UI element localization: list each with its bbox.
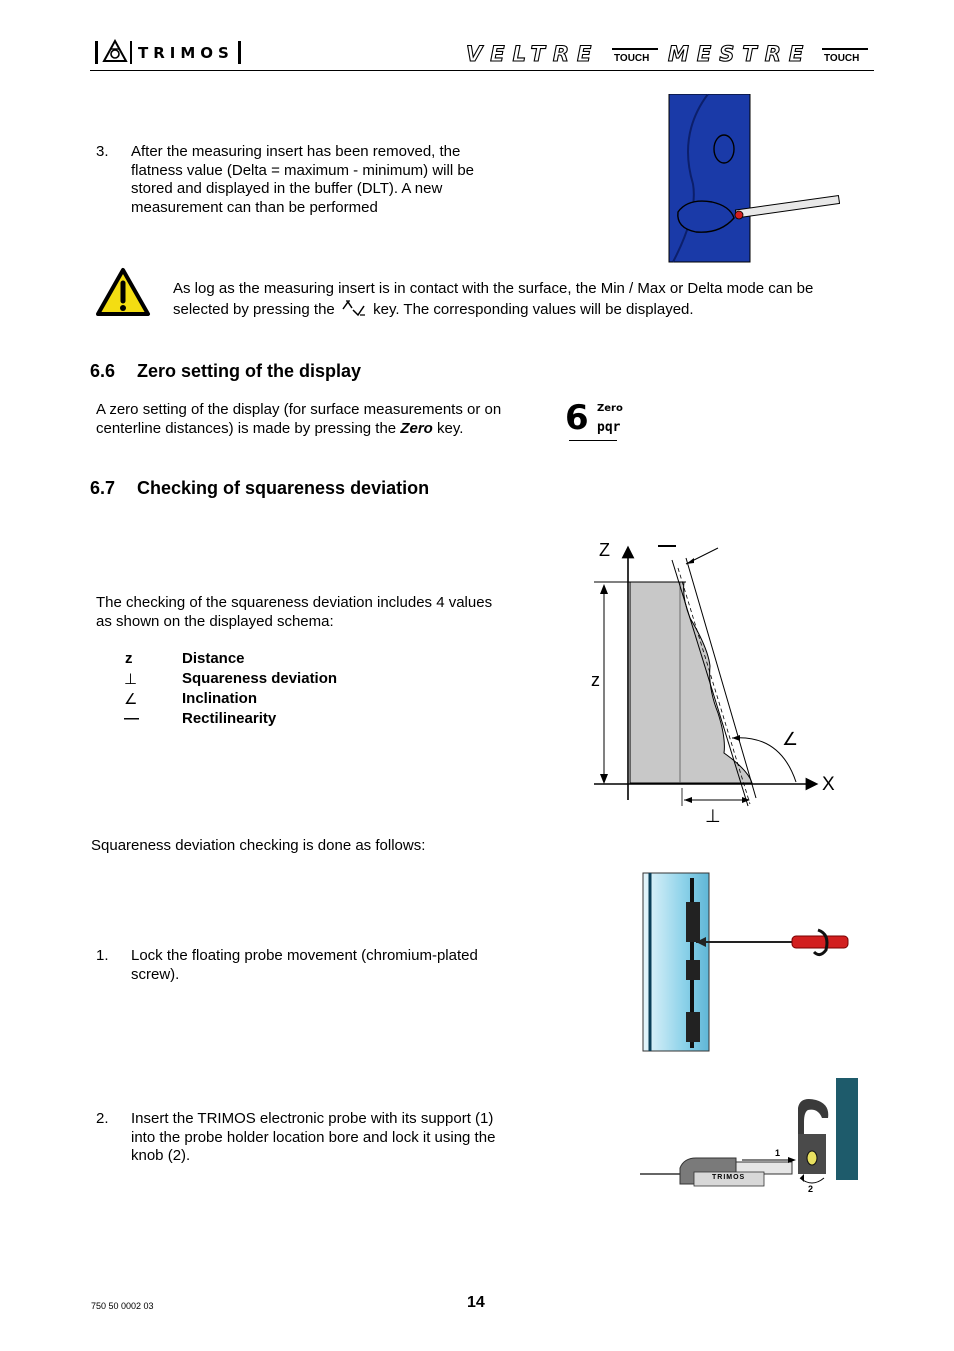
warning-text bbox=[173, 280, 883, 319]
min-max-key-icon bbox=[341, 299, 367, 317]
diagram-axis-x-label: X bbox=[822, 774, 835, 795]
brand-touch-2: TOUCH bbox=[824, 53, 860, 64]
list-item-label: Squareness deviation bbox=[182, 670, 338, 687]
zero-key-name: Zero bbox=[400, 419, 433, 437]
zero-key-underline bbox=[569, 440, 617, 441]
zero-key-digit: 6 bbox=[565, 398, 589, 438]
section-6-7-title: Checking of squareness deviation bbox=[137, 478, 430, 498]
section-6-6-title: Zero setting of the display bbox=[137, 361, 362, 381]
measuring-insert-illustration bbox=[668, 94, 840, 264]
values-list bbox=[124, 650, 424, 730]
probe-insert-illustration bbox=[640, 1078, 862, 1200]
step2-number: 2. bbox=[96, 1110, 109, 1127]
brand-touch-1: TOUCH bbox=[614, 53, 650, 64]
list-item-symbol: z bbox=[125, 650, 133, 667]
diagram-perp-label: ⊥ bbox=[705, 806, 721, 826]
step2-text: Insert the TRIMOS electronic probe with its support (1) into the probe holder location bore and lock it using the knob (2). bbox=[131, 1110, 496, 1164]
list-item-label: Rectilinearity bbox=[182, 710, 277, 727]
list-item bbox=[124, 670, 424, 690]
trimos-logo-icon bbox=[102, 39, 128, 65]
brand-mestre: MESTRE bbox=[668, 42, 812, 66]
list-item-symbol: ⊥ bbox=[124, 671, 138, 688]
header-logo bbox=[92, 38, 247, 68]
squareness-diagram bbox=[590, 538, 840, 828]
footer-doc-number: 750 50 0002 03 bbox=[91, 1301, 154, 1311]
callout-2: 2 bbox=[808, 1184, 814, 1194]
step1-text: Lock the floating probe movement (chromium-plated screw). bbox=[131, 947, 478, 983]
section-6-7-intro: The checking of the squareness deviation includes 4 values as shown on the displayed schema: bbox=[96, 594, 493, 630]
logo-bar-right bbox=[238, 41, 241, 64]
zero-key-bottom: pqr bbox=[597, 420, 621, 435]
list-item-label: Distance bbox=[182, 650, 245, 667]
step3-number: 3. bbox=[96, 143, 109, 160]
logo-text: TRIMOS bbox=[138, 44, 234, 62]
brand-veltre: VELTRE bbox=[466, 42, 600, 66]
warning-line1: As log as the measuring insert is in contact with the surface, the Min / Max or Delta mode can be bbox=[173, 280, 814, 297]
diagram-dim-z-label: z bbox=[591, 670, 600, 690]
section-6-6-number: 6.6 bbox=[90, 361, 116, 381]
list-item-symbol: ∠ bbox=[124, 691, 138, 708]
callout-1: 1 bbox=[775, 1148, 781, 1158]
step3-line: After the measuring insert has been removed, the bbox=[131, 143, 461, 160]
diagram-axis-z-label: Z bbox=[599, 540, 610, 560]
brand-touch-bar-2 bbox=[822, 48, 868, 50]
step3-text bbox=[131, 143, 531, 217]
header-brand bbox=[462, 42, 874, 68]
probe-label: TRIMOS bbox=[712, 1174, 746, 1181]
step3-line: stored and displayed in the buffer (DLT). A new bbox=[131, 180, 443, 197]
header-rule bbox=[90, 70, 874, 71]
footer-page-number: 14 bbox=[467, 1294, 485, 1311]
logo-bar-left bbox=[95, 41, 98, 64]
step3-line: measurement can than be performed bbox=[131, 198, 378, 216]
zero-key bbox=[565, 400, 625, 444]
warning-icon bbox=[95, 267, 151, 317]
step3-line: flatness value (Delta = maximum - minimum) will be bbox=[131, 161, 475, 179]
lock-screw-illustration bbox=[642, 872, 854, 1054]
diagram-angle-label: ∠ bbox=[782, 729, 799, 749]
step1-number: 1. bbox=[96, 947, 109, 964]
list-item bbox=[124, 650, 424, 670]
zero-key-top: Zero bbox=[597, 403, 623, 414]
brand-touch-bar-1 bbox=[612, 48, 658, 50]
section-6-6-text: A zero setting of the display (for surface measurements or on centerline distances) is made by pressing the Zero key. bbox=[96, 401, 502, 437]
warning-line2: selected by pressing the key. The corresponding values will be displayed. bbox=[173, 300, 694, 318]
logo-bar-mid bbox=[130, 41, 132, 64]
list-item-label: Inclination bbox=[182, 690, 257, 707]
list-item bbox=[124, 690, 424, 710]
diagram-rectilinearity-mark bbox=[658, 545, 676, 547]
section-6-7-number: 6.7 bbox=[90, 478, 116, 498]
list-item bbox=[124, 710, 424, 730]
procedure-intro: Squareness deviation checking is done as follows: bbox=[91, 837, 426, 854]
list-item-symbol: — bbox=[124, 710, 139, 727]
